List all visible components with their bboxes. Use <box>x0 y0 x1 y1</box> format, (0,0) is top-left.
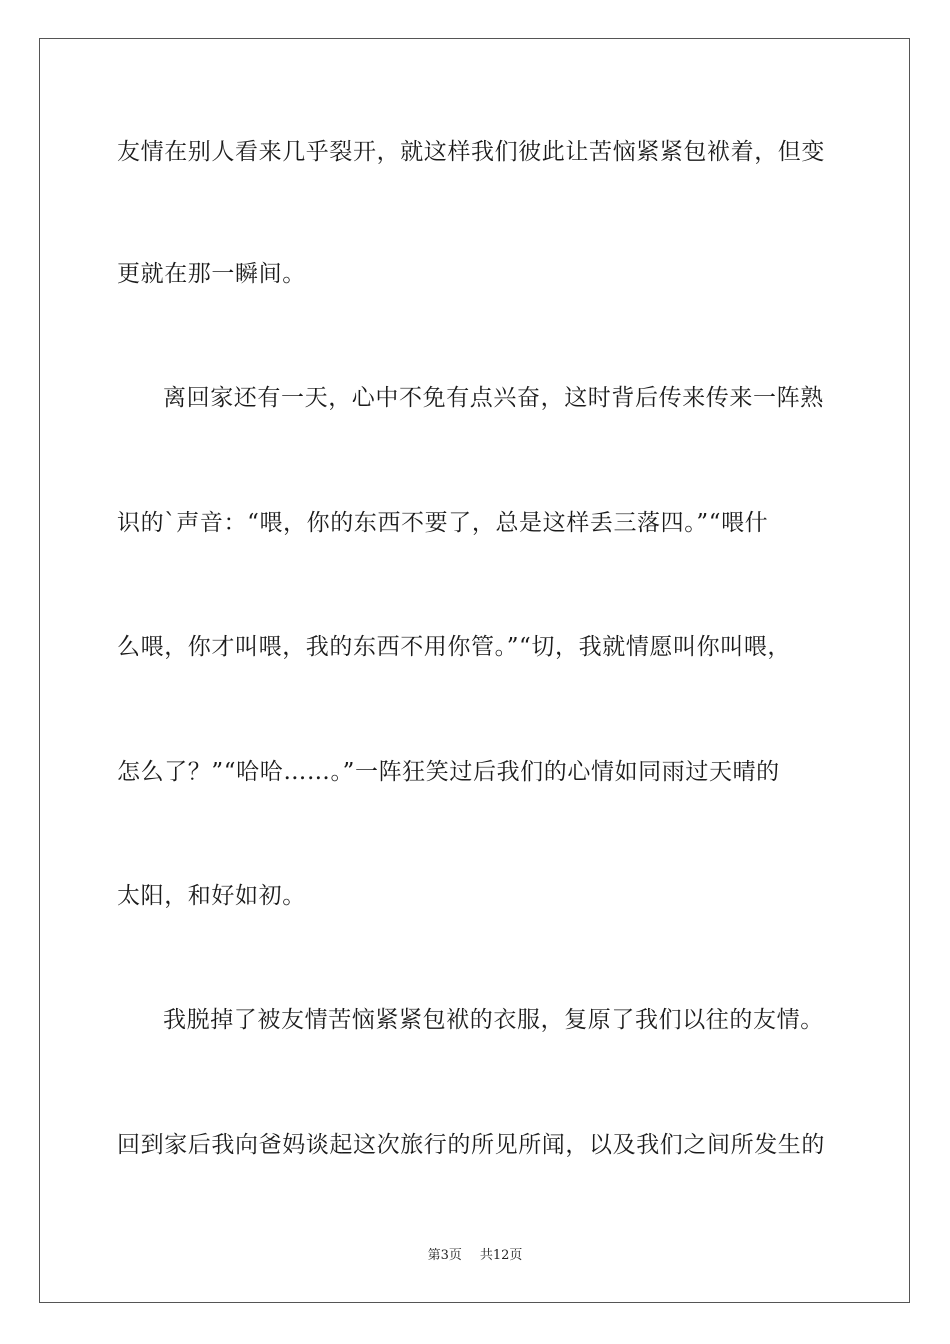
paragraph-line-9: 回到家后我向爸妈谈起这次旅行的所见所闻，以及我们之间所发生的 <box>117 1132 825 1158</box>
paragraph-line-7: 太阳，和好如初。 <box>117 883 306 909</box>
paragraph-line-2: 更就在那一瞬间。 <box>117 261 306 287</box>
paragraph-line-8: 我脱掉了被友情苦恼紧紧包袱的衣服，复原了我们以往的友情。 <box>163 1007 824 1033</box>
page-total: 共12页 <box>479 1248 523 1263</box>
paragraph-line-6: 怎么了？”“哈哈……。”一阵狂笑过后我们的心情如同雨过天晴的 <box>117 759 780 785</box>
page-number: 第3页 <box>427 1248 462 1263</box>
paragraph-line-5: 么喂，你才叫喂，我的东西不用你管。”“切，我就情愿叫你叫喂， <box>117 634 792 660</box>
page-footer <box>0 1247 950 1265</box>
paragraph-line-4: 识的`声音：“喂，你的东西不要了，总是这样丢三落四。”“喂什 <box>117 510 769 536</box>
paragraph-line-1: 友情在别人看来几乎裂开，就这样我们彼此让苦恼紧紧包袱着，但变 <box>117 139 825 165</box>
page-border <box>39 38 910 1303</box>
paragraph-line-3: 离回家还有一天，心中不免有点兴奋，这时背后传来传来一阵熟 <box>163 385 824 411</box>
